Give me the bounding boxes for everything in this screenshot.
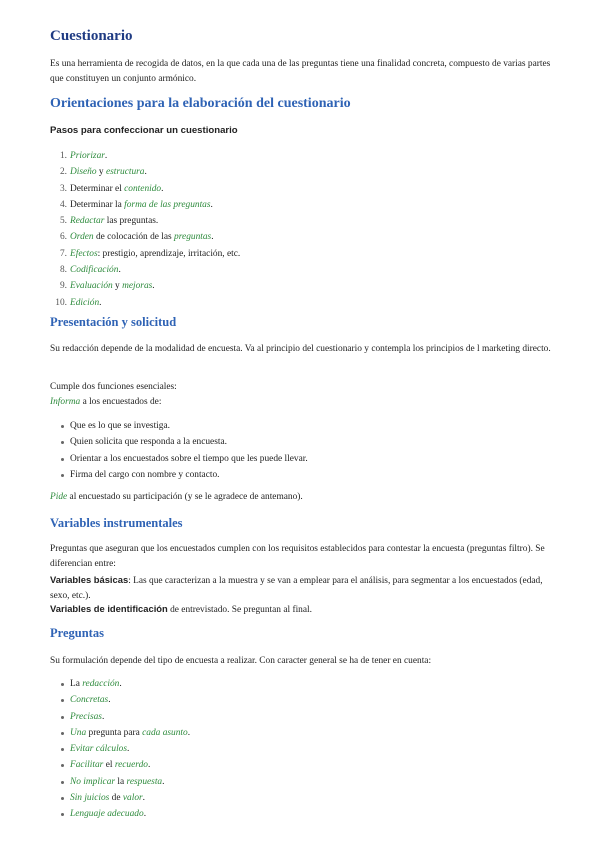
step-item: 10. Edición. [50,295,240,311]
variables-basicas-paragraph: Variables básicas: Las que caracterizan a la muestra y se van a emplear para el análisis, para segmentar a los encuestados (edad, sexo, etc.). [50,574,543,601]
steps-subheading: Pasos para confeccionar un cuestionario [50,125,238,136]
step-item: 6. Orden de colocación de las preguntas. [50,229,240,245]
step-link[interactable]: Redactar [70,216,105,227]
section-heading-presentacion: Presentación y solicitud [50,315,177,329]
bullet-icon [61,764,64,767]
step-link[interactable]: Edición [70,297,100,308]
bullet-icon [61,797,64,800]
list-item: La redacción. [50,676,190,692]
list-item: Una pregunta para cada asunto. [50,725,190,741]
informa-bullet-list [50,418,308,483]
steps-list [50,148,240,311]
bullet-icon [61,458,64,461]
step-link[interactable]: forma de las preguntas [124,199,211,210]
bullet-icon [61,425,64,428]
step-link[interactable]: Priorizar [70,151,105,161]
step-link[interactable]: Efectos [70,248,98,259]
list-item: Orientar a los encuestados sobre el tiempo que les puede llevar. [50,451,308,467]
step-number: 2. [59,167,67,178]
step-link[interactable]: Codificación [70,265,119,276]
step-item: 7. Efectos: prestigio, aprendizaje, irritación, etc. [50,246,240,262]
bullet-icon [61,813,64,816]
step-number: 9. [59,281,67,292]
step-link[interactable]: Orden [70,232,94,243]
presentacion-paragraph: Su redacción depende de la modalidad de encuesta. Va al principio del cuestionario y contempla los principios de l marketing directo. [50,344,551,354]
pide-link[interactable]: Pide [50,492,68,502]
variables-identificacion-paragraph: Variables de identificación de entrevistado. Se preguntan al final. [50,603,312,615]
step-number: 7. [59,248,67,259]
step-number: 4. [59,199,67,210]
step-number: 3. [59,183,67,194]
bullet-icon [61,781,64,784]
step-item: 9. Evaluación y mejoras. [50,278,240,294]
list-item: Facilitar el recuerdo. [50,757,190,773]
step-item: 2. Diseño y estructura. [50,164,240,180]
informa-link[interactable]: Informa [50,397,81,407]
step-number: 5. [59,216,67,227]
list-item: Quien solicita que responda a la encuesta. [50,434,308,450]
list-item: No implicar la respuesta. [50,774,190,790]
list-item: Sin juicios de valor. [50,790,190,806]
variables-identificacion-label: Variables de identificación [50,603,168,614]
funciones-paragraph: Cumple dos funciones esenciales: [50,382,177,392]
step-item: 1. Priorizar. [50,148,240,164]
section-heading-orientaciones: Orientaciones para la elaboración del cuestionario [50,96,351,111]
bullet-icon [61,683,64,686]
bullet-icon [61,716,64,719]
step-item: 3. Determinar el contenido. [50,181,240,197]
step-number: 6. [59,232,67,243]
informa-paragraph: Informa a los encuestados de: [50,397,162,407]
step-item: 4. Determinar la forma de las preguntas. [50,197,240,213]
step-number: 10. [55,297,67,308]
list-item: Lenguaje adecuado. [50,806,190,822]
step-item: 5. Redactar las preguntas. [50,213,240,229]
list-item: Que es lo que se investiga. [50,418,308,434]
bullet-icon [61,699,64,702]
pide-paragraph: Pide al encuestado su participación (y se le agradece de antemano). [50,492,303,502]
step-link[interactable]: contenido [124,183,162,194]
variables-paragraph: Preguntas que aseguran que los encuestados cumplen con los requisitos establecidos para contestar la encuesta (preguntas filtro). Se diferencian entre: [50,544,545,569]
page-title: Cuestionario [50,28,133,44]
step-link[interactable]: Evaluación [70,281,113,292]
step-number: 8. [59,265,67,276]
bullet-icon [61,732,64,735]
intro-paragraph: Es una herramienta de recogida de datos, en la que cada una de las preguntas tiene una finalidad concreta, compuesto de varias partes que constituyen un conjunto armónico. [50,59,551,84]
list-item: Firma del cargo con nombre y contacto. [50,467,308,483]
bullet-icon [61,474,64,477]
step-number: 1. [59,151,67,161]
preguntas-bullet-list [50,676,190,823]
section-heading-variables: Variables instrumentales [50,516,183,530]
step-item: 8. Codificación. [50,262,240,278]
section-heading-preguntas: Preguntas [50,626,104,640]
preguntas-paragraph: Su formulación depende del tipo de encuesta a realizar. Con caracter general se ha de tener en cuenta: [50,656,432,666]
variables-basicas-label: Variables básicas [50,574,129,585]
list-item: Concretas. [50,692,190,708]
step-link[interactable]: Diseño [70,167,97,178]
list-item: Evitar cálculos. [50,741,190,757]
list-item: Precisas. [50,709,190,725]
bullet-icon [61,441,64,444]
bullet-icon [61,748,64,751]
